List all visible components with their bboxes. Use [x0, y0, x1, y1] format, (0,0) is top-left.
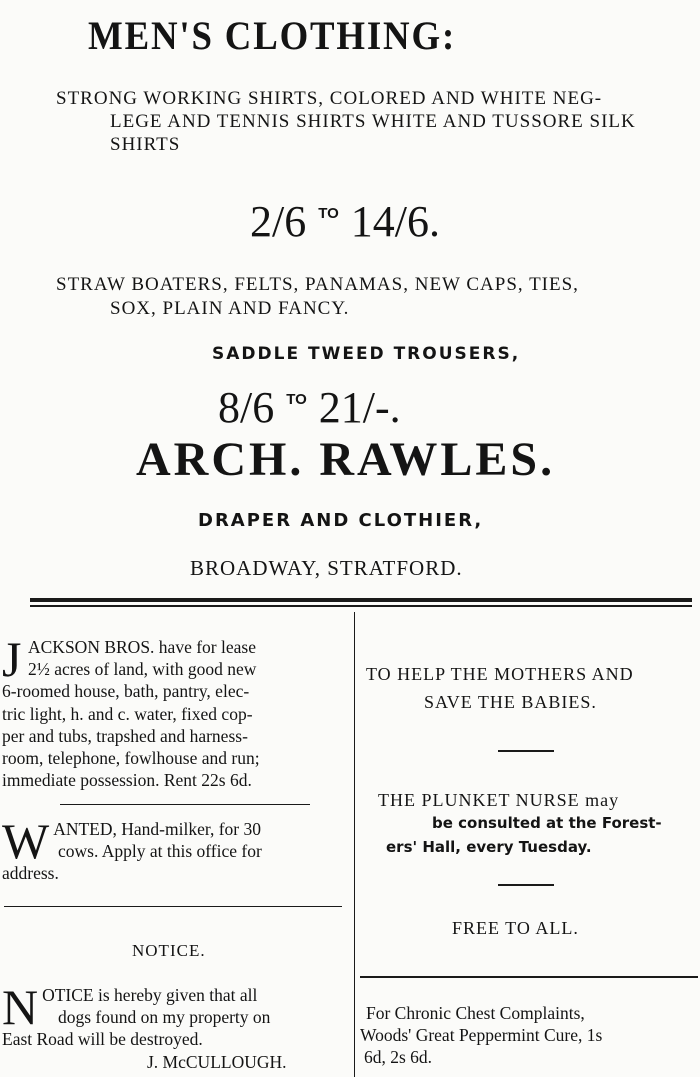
price-from: 8/6 [218, 383, 275, 432]
ad-divider [498, 884, 554, 886]
column-divider [354, 612, 355, 1077]
wanted-line: address. [2, 863, 59, 884]
notice-signature: J. McCULLOUGH. [147, 1051, 287, 1072]
jackson-line: ACKSON BROS. have for lease [28, 637, 256, 657]
notice-line: East Road will be destroyed. [2, 1029, 203, 1050]
ad-line-shirts-1: STRONG WORKING SHIRTS, COLORED AND WHITE NEG- [56, 88, 603, 109]
ad-divider [360, 976, 698, 978]
merchant-name: ARCH. RAWLES. [136, 433, 556, 486]
plunket-line-1: THE PLUNKET NURSE may [378, 790, 620, 810]
wanted-line: cows. Apply at this office for [58, 841, 262, 862]
section-divider [30, 605, 692, 607]
wanted-ad [2, 813, 344, 885]
ad-divider [60, 804, 310, 805]
plunket-free: FREE TO ALL. [452, 918, 579, 938]
dropcap: J [2, 631, 22, 687]
price-range-shirts [250, 196, 440, 247]
notice-line: dogs found on my property on [58, 1007, 271, 1028]
woods-line-2: Woods' Great Peppermint Cure, 1s [360, 1025, 603, 1045]
jackson-line: 2½ acres of land, with good new [28, 659, 257, 680]
woods-line-1: For Chronic Chest Complaints, [366, 1003, 585, 1023]
plunket-line-2: be consulted at the Forest- [432, 814, 662, 832]
price-to-word: TO [286, 391, 307, 408]
ad-divider [4, 906, 342, 907]
jackson-line: tric light, h. and c. water, fixed cop- [2, 703, 253, 724]
woods-line-3: 6d, 2s 6d. [364, 1047, 433, 1067]
plunket-line-3: ers' Hall, every Tuesday. [386, 838, 592, 856]
dropcap: N [2, 979, 39, 1035]
section-divider [30, 598, 692, 602]
notice-heading: NOTICE. [132, 941, 206, 960]
jackson-line: immediate possession. Rent 22s 6d. [2, 770, 252, 791]
wanted-line: ANTED, Hand-milker, for 30 [53, 819, 261, 839]
merchant-trade: DRAPER AND CLOTHIER, [198, 510, 484, 531]
price-to: 14/6. [350, 197, 441, 246]
ad-title: MEN'S CLOTHING: [88, 13, 457, 58]
dropcap: W [2, 813, 50, 869]
plunket-heading-1: TO HELP THE MOTHERS AND [366, 664, 634, 684]
ad-line-hats-1: STRAW BOATERS, FELTS, PANAMAS, NEW CAPS, TIES, [56, 274, 579, 295]
plunket-heading-2: SAVE THE BABIES. [424, 692, 597, 712]
notice-line: OTICE is hereby given that all [42, 985, 258, 1005]
notice-ad [2, 979, 344, 1073]
jackson-line: per and tubs, trapshed and harness- [2, 725, 248, 746]
price-from: 2/6 [250, 197, 307, 246]
ad-line-hats-2: SOX, PLAIN AND FANCY. [110, 298, 350, 319]
merchant-address: BROADWAY, STRATFORD. [190, 556, 463, 580]
ad-line-shirts-3: SHIRTS [110, 134, 181, 155]
ad-line-shirts-2: LEGE AND TENNIS SHIRTS WHITE AND TUSSORE SILK [110, 111, 636, 132]
jackson-line: room, telephone, fowlhouse and run; [2, 748, 260, 769]
ad-divider [498, 750, 554, 752]
ad-trousers: SADDLE TWEED TROUSERS, [212, 344, 521, 364]
price-range-trousers [218, 382, 401, 433]
price-to-word: TO [318, 205, 339, 222]
jackson-line: 6-roomed house, bath, pantry, elec- [2, 681, 250, 702]
price-to: 21/-. [318, 383, 401, 432]
jackson-ad [2, 631, 344, 791]
